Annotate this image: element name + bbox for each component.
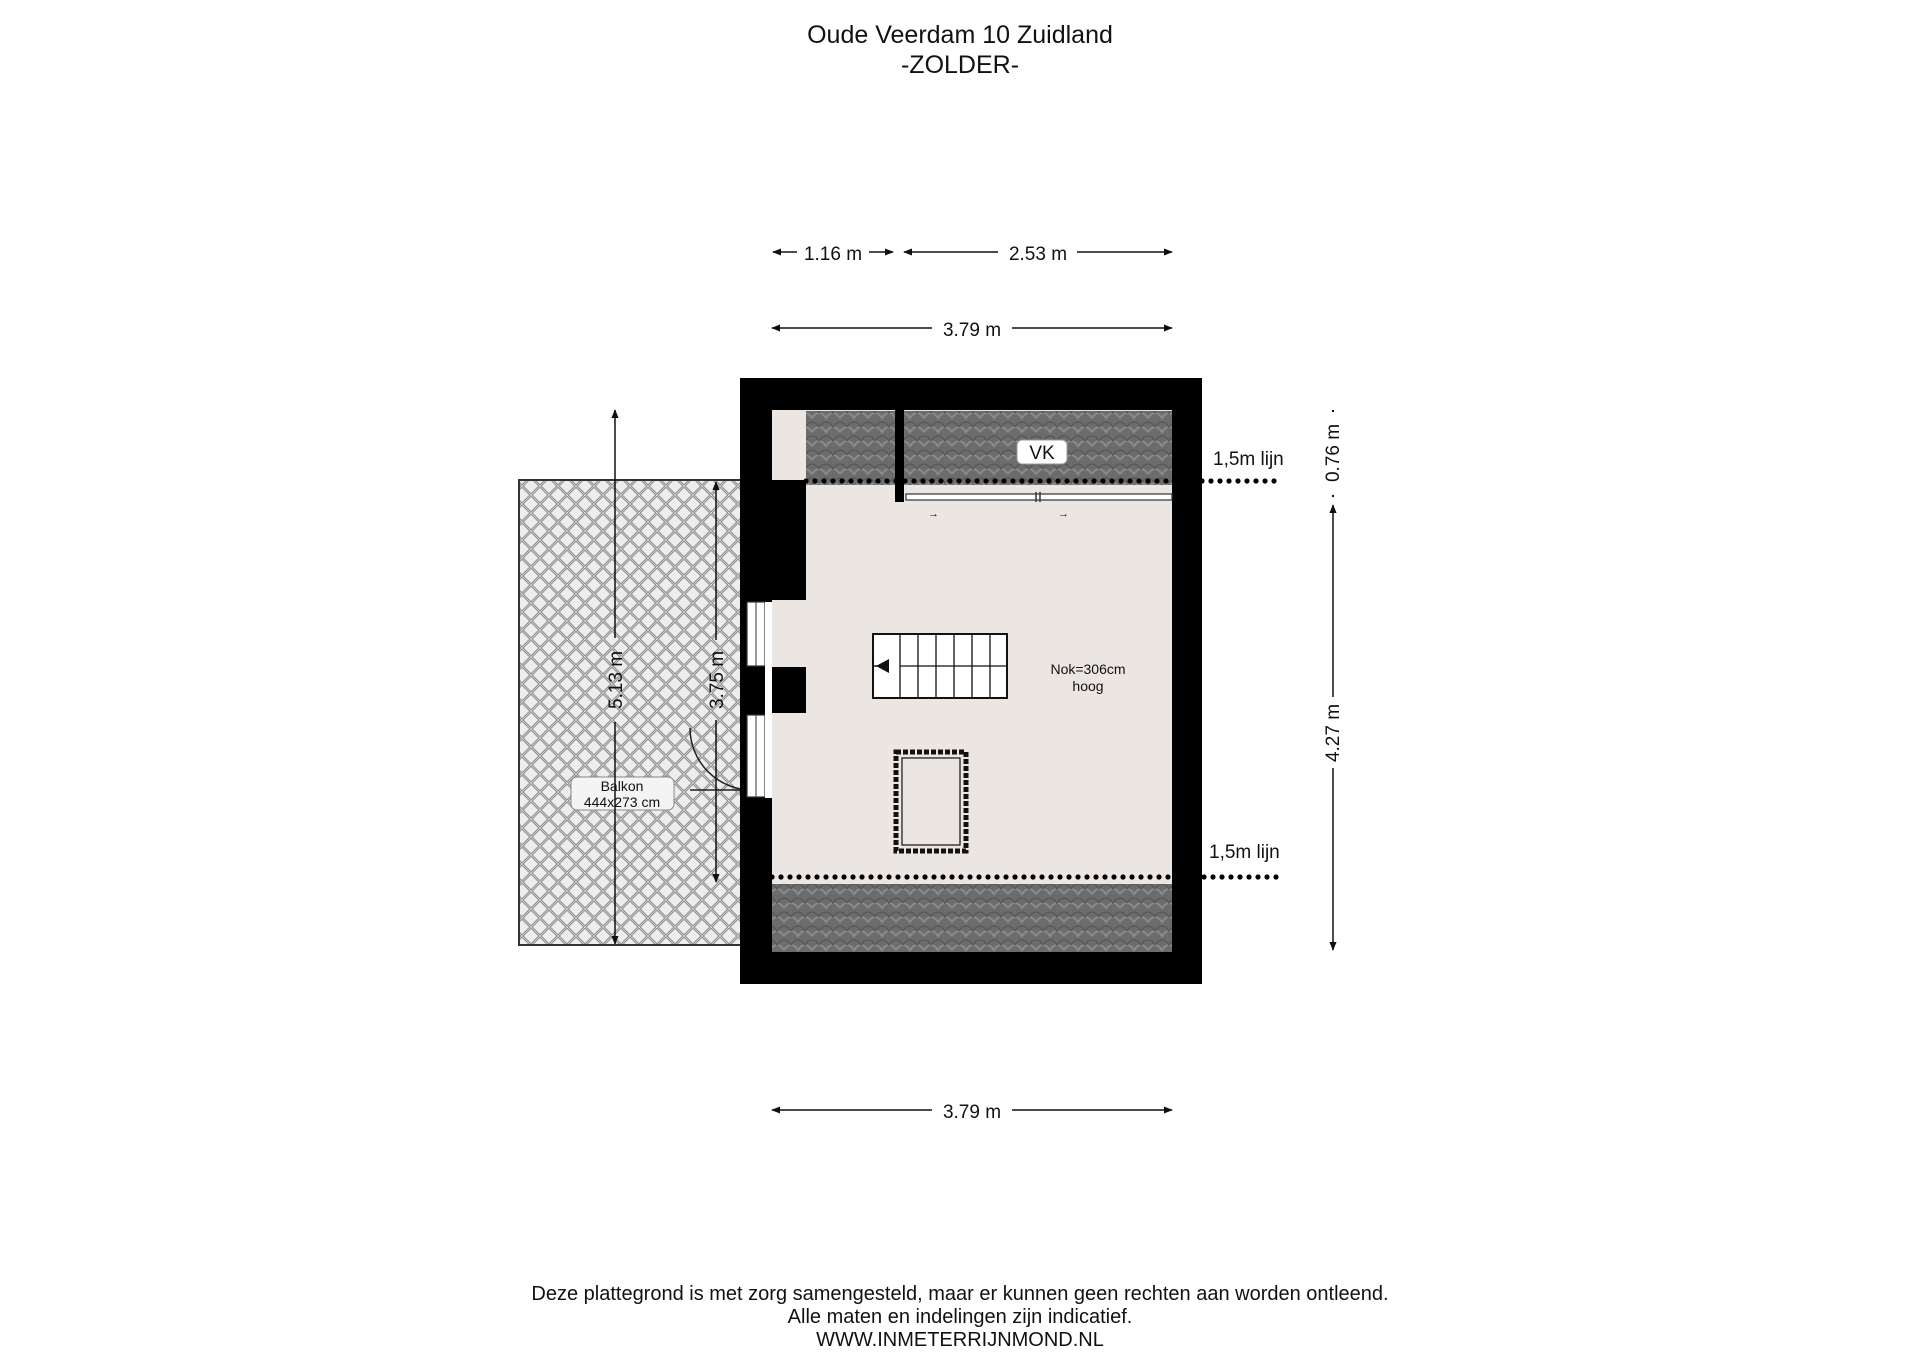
lijn-dot	[1237, 874, 1242, 879]
lijn-dot	[787, 874, 792, 879]
balcony	[519, 480, 752, 945]
lijn-dot	[1055, 478, 1060, 483]
lijn-dot	[812, 478, 817, 483]
disclaimer-line1: Deze plattegrond is met zorg samengesteld, maar er kunnen geen rechten aan worden ontleend.	[531, 1283, 1389, 1305]
lijn-dot	[832, 874, 837, 879]
slide-arrow-icon: →	[1058, 508, 1069, 520]
lijn-dot	[1181, 478, 1186, 483]
website-url: WWW.INMETERRIJNMOND.NL	[816, 1329, 1104, 1351]
wall-segment	[740, 798, 772, 898]
lijn-dot	[841, 874, 846, 879]
lijn-dot	[893, 478, 898, 483]
lijn-dot	[1091, 478, 1096, 483]
lijn-dot	[1217, 478, 1222, 483]
nok-height-label: Nok=306cm	[1050, 661, 1126, 677]
nok-height-sub: hoog	[1072, 678, 1104, 694]
lijn-dot	[956, 478, 961, 483]
slide-arrow-icon: →	[928, 508, 939, 520]
lijn-dot	[1163, 478, 1168, 483]
lijn-dot	[974, 478, 979, 483]
chimney-block	[740, 667, 806, 713]
dim-left-outer-label: 5.13 m	[606, 650, 627, 710]
lijn-dot	[859, 874, 864, 879]
lijn-dot	[1174, 874, 1179, 879]
lijn-dot	[994, 874, 999, 879]
lijn-dot	[1192, 874, 1197, 879]
lijn-dot	[1030, 874, 1035, 879]
lijn-dot	[1001, 478, 1006, 483]
lijn-dot	[1262, 478, 1267, 483]
lijn-dot	[1084, 874, 1089, 879]
lijn-dot	[1136, 478, 1141, 483]
lijn-dot	[895, 874, 900, 879]
lijn-dot	[1120, 874, 1125, 879]
lijn-dot	[1145, 478, 1150, 483]
dim-right-upper: 0.76 m	[1323, 423, 1344, 483]
balcony-floor	[519, 480, 741, 945]
low-ceiling-top-left	[806, 411, 895, 485]
partition-wall	[895, 410, 904, 502]
lijn-dot	[992, 478, 997, 483]
lijn-dot	[1219, 874, 1224, 879]
dim-right	[1323, 410, 1344, 950]
lijn-dot	[857, 478, 862, 483]
lijn-dot	[913, 874, 918, 879]
lijn-dot	[1066, 874, 1071, 879]
lijn-dot	[850, 874, 855, 879]
dim-top-left: 1.16 m	[803, 244, 863, 265]
lijn-dot	[1012, 874, 1017, 879]
lijn-dot	[958, 874, 963, 879]
lijn-dot	[769, 874, 774, 879]
lijn-dot	[965, 478, 970, 483]
lijn-dot	[1064, 478, 1069, 483]
lijn-dot	[1073, 478, 1078, 483]
lijn-top-label: 1,5m lijn	[1213, 449, 1284, 470]
lijn-dot	[1226, 478, 1231, 483]
lijn-dot	[1109, 478, 1114, 483]
lijn-dot	[848, 478, 853, 483]
lijn-dot	[1102, 874, 1107, 879]
dim-bottom-total-label: 3.79 m	[942, 1102, 1002, 1123]
lijn-dot	[1190, 478, 1195, 483]
lijn-dot	[1100, 478, 1105, 483]
dim-top-total	[772, 320, 1172, 341]
lijn-dot	[1147, 874, 1152, 879]
lijn-dot	[1165, 874, 1170, 879]
lijn-dot	[1264, 874, 1269, 879]
lijn-dot	[1228, 874, 1233, 879]
lijn-bottom-label: 1,5m lijn	[1209, 842, 1280, 863]
lijn-dot	[1208, 478, 1213, 483]
dim-top-right: 2.53 m	[1008, 244, 1068, 265]
lijn-dot	[902, 478, 907, 483]
lijn-bottom-dots	[769, 874, 1278, 879]
lijn-dot	[1003, 874, 1008, 879]
lijn-dot	[1253, 478, 1258, 483]
lijn-dot	[1183, 874, 1188, 879]
dim-left-inner-label: 3.75 m	[707, 650, 728, 710]
dim-bottom-total	[772, 1102, 1172, 1123]
lijn-dot	[1111, 874, 1116, 879]
lijn-dot	[1127, 478, 1132, 483]
lijn-dot	[1039, 874, 1044, 879]
lijn-dot	[1093, 874, 1098, 879]
staircase	[873, 634, 1007, 698]
balkon-name: Balkon	[600, 778, 644, 794]
floor-label: -ZOLDER-	[900, 51, 1020, 79]
lijn-dot	[1255, 874, 1260, 879]
chimney-upper	[740, 480, 806, 600]
lijn-dot	[1048, 874, 1053, 879]
lijn-dot	[1154, 478, 1159, 483]
balkon-size: 444x273 cm	[583, 794, 661, 810]
lijn-dot	[1010, 478, 1015, 483]
lijn-dot	[1118, 478, 1123, 483]
lijn-dot	[868, 874, 873, 879]
lijn-dot	[1019, 478, 1024, 483]
lijn-dot	[1057, 874, 1062, 879]
lijn-dot	[985, 874, 990, 879]
lijn-dot	[922, 874, 927, 879]
lijn-dot	[947, 478, 952, 483]
lijn-dot	[983, 478, 988, 483]
lijn-dot	[920, 478, 925, 483]
dim-top-total-label: 3.79 m	[942, 320, 1002, 341]
lijn-dot	[1273, 874, 1278, 879]
lijn-dot	[1156, 874, 1161, 879]
lijn-dot	[1271, 478, 1276, 483]
wall-opening	[765, 602, 772, 798]
lijn-dot	[803, 478, 808, 483]
lijn-dot	[1028, 478, 1033, 483]
lijn-dot	[1129, 874, 1134, 879]
disclaimer-line2: Alle maten en indelingen zijn indicatief.	[787, 1306, 1133, 1328]
lijn-dot	[940, 874, 945, 879]
lijn-dot	[823, 874, 828, 879]
lijn-dot	[1244, 478, 1249, 483]
lijn-dot	[877, 874, 882, 879]
vk-label: VK	[1029, 443, 1055, 464]
lijn-dot	[1172, 478, 1177, 483]
lijn-dot	[839, 478, 844, 483]
lijn-dot	[1082, 478, 1087, 483]
lijn-dot	[929, 478, 934, 483]
lijn-dot	[875, 478, 880, 483]
lijn-dot	[796, 874, 801, 879]
lijn-dot	[805, 874, 810, 879]
lijn-dot	[976, 874, 981, 879]
lijn-dot	[778, 874, 783, 879]
low-ceiling-bottom	[772, 884, 1172, 952]
lijn-dot	[866, 478, 871, 483]
lijn-dot	[1046, 478, 1051, 483]
lijn-dot	[1199, 478, 1204, 483]
lijn-dot	[884, 478, 889, 483]
lijn-dot	[931, 874, 936, 879]
lijn-dot	[1201, 874, 1206, 879]
lijn-dot	[949, 874, 954, 879]
lijn-dot	[830, 478, 835, 483]
lijn-dot	[1021, 874, 1026, 879]
lijn-dot	[1246, 874, 1251, 879]
lijn-dot	[1138, 874, 1143, 879]
lijn-dot	[886, 874, 891, 879]
plan-title: Oude Veerdam 10 Zuidland	[807, 21, 1113, 49]
lijn-dot	[938, 478, 943, 483]
lijn-dot	[821, 478, 826, 483]
lijn-dot	[1037, 478, 1042, 483]
lijn-dot	[1075, 874, 1080, 879]
lijn-dot	[911, 478, 916, 483]
lijn-dot	[814, 874, 819, 879]
dim-top-segments	[773, 244, 1172, 265]
dim-right-lower: 4.27 m	[1323, 703, 1344, 763]
lijn-dot	[1235, 478, 1240, 483]
lijn-dot	[1210, 874, 1215, 879]
lijn-dot	[904, 874, 909, 879]
lijn-dot	[967, 874, 972, 879]
